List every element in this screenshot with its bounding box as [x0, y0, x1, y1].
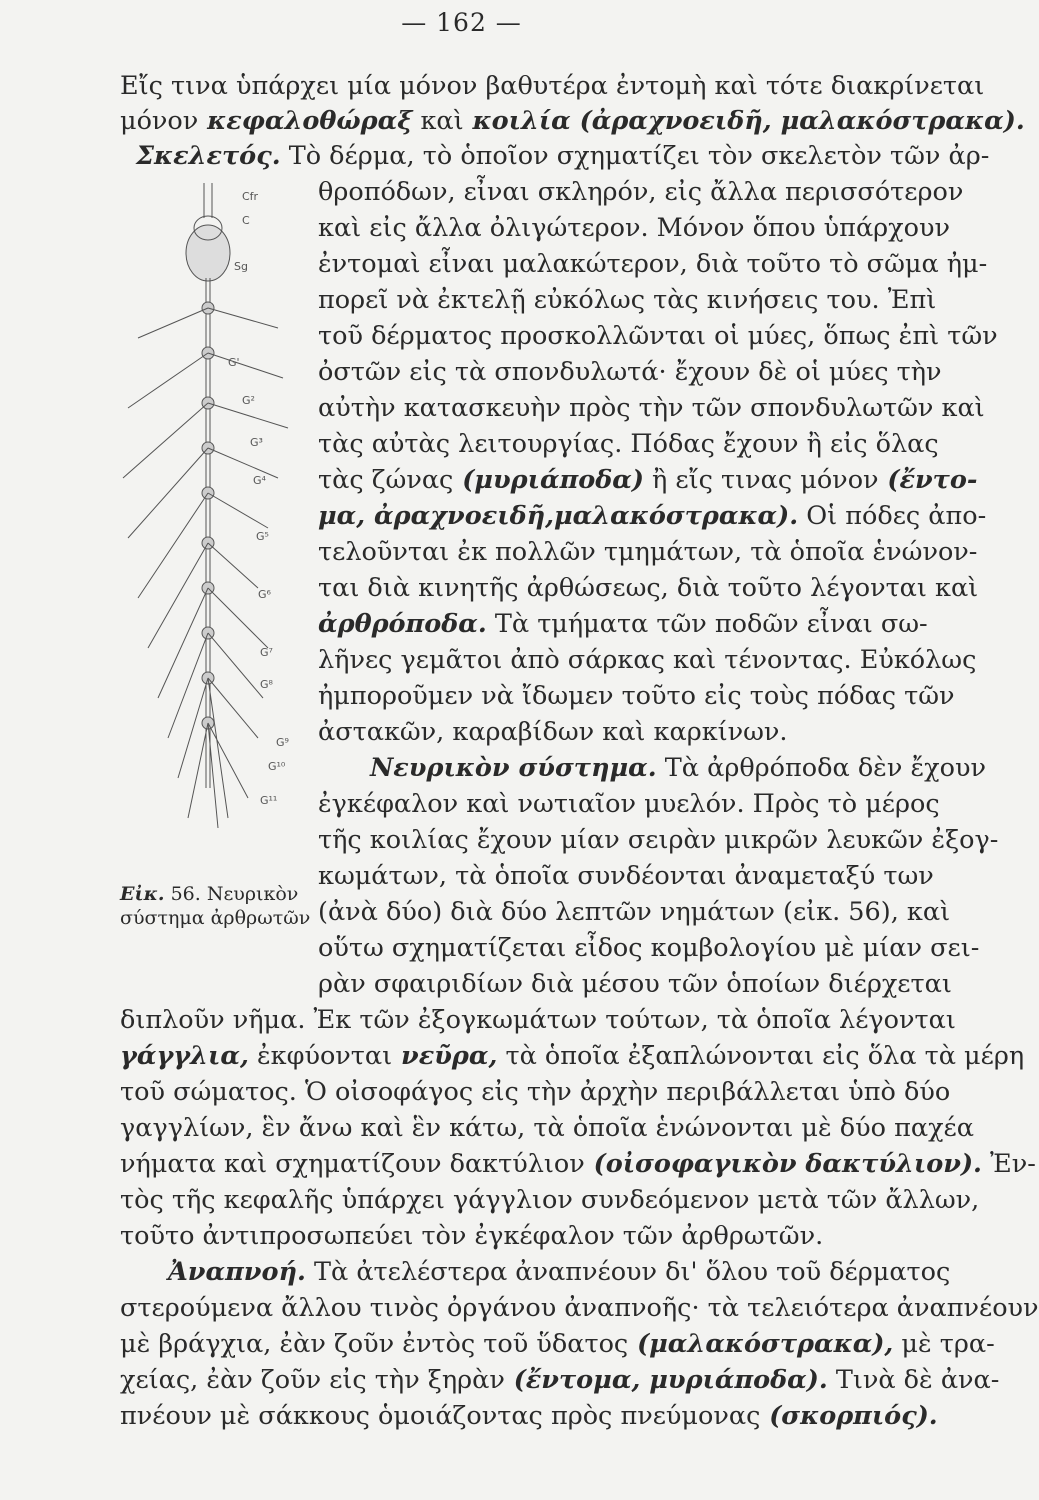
text-line: πνέουν μὲ σάκκους ὁμοιάζοντας πρὸς πνεύμονας (σκορπιός). [120, 1401, 938, 1431]
text-line: πορεῖ νὰ ἐκτελῇ εὐκόλως τὰς κινήσεις του. Ἐπὶ [318, 285, 937, 315]
text-line: ἐντομαὶ εἶναι μαλακώτερον, διὰ τοῦτο τὸ σῶμα ἠμ- [318, 249, 988, 279]
text-line: τοῦτο ἀντιπροσωπεύει τὸν ἐγκέφαλον τῶν ἀρθρωτῶν. [120, 1221, 824, 1251]
text-line: (ἀνὰ δύο) διὰ δύο λεπτῶν νημάτων (εἰκ. 56), καὶ [318, 897, 951, 927]
text-line: διπλοῦν νῆμα. Ἐκ τῶν ἐξογκωμάτων τούτων, τὰ ὁποῖα λέγονται [120, 1005, 956, 1035]
text-line: ἀστακῶν, καραβίδων καὶ καρκίνων. [318, 717, 788, 747]
text-line: τῆς κοιλίας ἔχουν μίαν σειρὰν μικρῶν λευκῶν ἐξογ- [318, 825, 999, 855]
svg-text:G⁹: G⁹ [276, 736, 289, 749]
svg-text:G⁵: G⁵ [256, 530, 269, 543]
text-line: γαγγλίων, ἓν ἄνω καὶ ἓν κάτω, τὰ ὁποῖα ἑνώνονται μὲ δύο παχέα [120, 1113, 974, 1143]
text-line: ται διὰ κινητῆς ἀρθώσεως, διὰ τοῦτο λέγονται καὶ [318, 573, 979, 603]
text-line: νήματα καὶ σχηματίζουν δακτύλιον (οἰσοφαγικὸν δακτύλιον). Ἐν- [120, 1149, 1036, 1179]
svg-text:G²: G² [242, 394, 255, 407]
text-line: ὀστῶν εἰς τὰ σπονδυλωτά· ἔχουν δὲ οἱ μύες τὴν [318, 357, 942, 387]
nervous-system-figure [118, 178, 318, 838]
text-line: ρὰν σφαιριδίων διὰ μέσου τῶν ὁποίων διέρχεται [318, 969, 952, 999]
text-line: τοῦ δέρματος προσκολλῶνται οἱ μύες, ὅπως ἐπὶ τῶν [318, 321, 998, 351]
text-line: ἀρθρόποδα. Τὰ τμήματα τῶν ποδῶν εἶναι σω- [318, 609, 928, 639]
figure-caption-line-1 [120, 883, 298, 905]
text-line: κωμάτων, τὰ ὁποῖα συνδέονται ἀναμεταξύ των [318, 861, 934, 891]
svg-text:G⁸: G⁸ [260, 678, 273, 691]
text-line: τὰς ζώνας (μυριάποδα) ἢ εἴς τινας μόνον (ἔντο- [318, 465, 978, 495]
svg-text:G¹⁰: G¹⁰ [268, 760, 286, 773]
figure-caption-line-2: σύστημα ἀρθρωτῶν [120, 907, 311, 929]
svg-text:Sg: Sg [234, 260, 248, 273]
svg-text:G³: G³ [250, 436, 263, 449]
text-line: στερούμενα ἄλλου τινὸς ὀργάνου ἀναπνοῆς· τὰ τελειότερα ἀναπνέουν [120, 1293, 1039, 1323]
text-line: τοῦ σώματος. Ὁ οἰσοφάγος εἰς τὴν ἀρχὴν περιβάλλεται ὑπὸ δύο [120, 1077, 951, 1107]
text-line: μα, ἀραχνοειδῆ,μαλακόστρακα). Οἱ πόδες ἀπο- [318, 501, 987, 531]
svg-text:C: C [242, 214, 250, 227]
text-line: λῆνες γεμᾶτοι ἀπὸ σάρκας καὶ τένοντας. Εὐκόλως [318, 645, 977, 675]
svg-text:Cfr: Cfr [242, 190, 259, 203]
page-number: — 162 — [401, 8, 522, 37]
text-line: μόνον κεφαλοθώραξ καὶ κοιλία (ἀραχνοειδῆ, μαλακόστρακα). [120, 106, 1025, 136]
text-line: Σκελετός. Τὸ δέρμα, τὸ ὁποῖον σχηματίζει τὸν σκελετὸν τῶν ἀρ- [136, 141, 990, 171]
text-line: χείας, ἐὰν ζοῦν εἰς τὴν ξηρὰν (ἔντομα, μυριάποδα). Τινὰ δὲ ἀνα- [120, 1365, 1000, 1395]
text-line: τελοῦνται ἐκ πολλῶν τμημάτων, τὰ ὁποῖα ἑνώνον- [318, 537, 978, 567]
text-line: Νευρικὸν σύστημα. Τὰ ἀρθρόποδα δὲν ἔχουν [370, 753, 986, 783]
text-line: γάγγλια, ἐκφύονται νεῦρα, τὰ ὁποῖα ἐξαπλώνονται εἰς ὅλα τὰ μέρη [120, 1041, 1025, 1071]
svg-text:G⁶: G⁶ [258, 588, 271, 601]
caption-number: 56. [170, 883, 201, 905]
caption-label: Εἰκ. [120, 883, 165, 905]
text-line: Ἀναπνοή. Τὰ ἀτελέστερα ἀναπνέουν δι' ὅλου τοῦ δέρματος [168, 1257, 951, 1287]
text-line: Εἴς τινα ὑπάρχει μία μόνον βαθυτέρα ἐντομὴ καὶ τότε διακρίνεται [120, 71, 985, 101]
text-line: ἐγκέφαλον καὶ νωτιαῖον μυελόν. Πρὸς τὸ μέρος [318, 789, 940, 819]
caption-text-1: Νευρικὸν [206, 883, 299, 905]
text-line: αὐτὴν κατασκευὴν πρὸς τὴν τῶν σπονδυλωτῶν καὶ [318, 393, 985, 423]
text-line: θροπόδων, εἶναι σκληρόν, εἰς ἄλλα περισσότερον [318, 177, 964, 207]
text-line: καὶ εἰς ἄλλα ὀλιγώτερον. Μόνον ὅπου ὑπάρχουν [318, 213, 950, 243]
text-line: τὰς αὐτὰς λειτουργίας. Πόδας ἔχουν ἢ εἰς ὅλας [318, 429, 939, 459]
svg-text:G¹¹: G¹¹ [260, 794, 278, 807]
text-line: τὸς τῆς κεφαλῆς ὑπάρχει γάγγλιον συνδεόμενον μετὰ τῶν ἄλλων, [120, 1185, 980, 1215]
text-line: ἠμποροῦμεν νὰ ἴδωμεν τοῦτο εἰς τοὺς πόδας τῶν [318, 681, 955, 711]
svg-text:G⁷: G⁷ [260, 646, 273, 659]
text-line: μὲ βράγχια, ἐὰν ζοῦν ἐντὸς τοῦ ὕδατος (μαλακόστρακα), μὲ τρα- [120, 1329, 995, 1359]
svg-text:G⁴: G⁴ [253, 474, 266, 487]
svg-text:G': G' [228, 356, 240, 369]
text-line: οὕτω σχηματίζεται εἶδος κομβολογίου μὲ μίαν σει- [318, 933, 980, 963]
